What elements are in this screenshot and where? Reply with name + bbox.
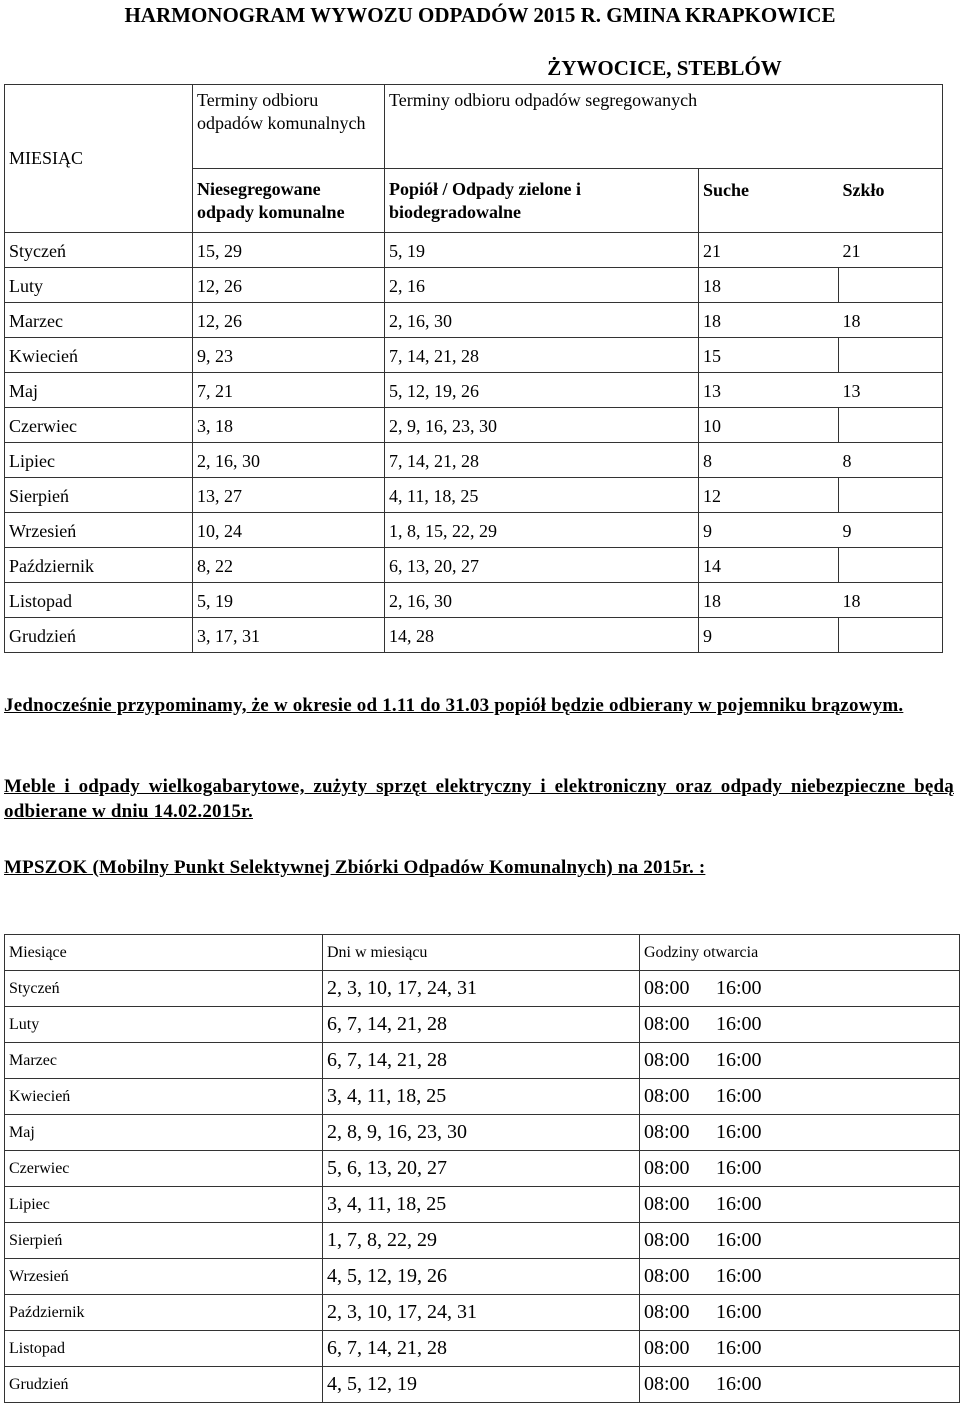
ash-dates-cell: 2, 16, 30: [385, 583, 699, 618]
dry-dates-cell: 12: [699, 478, 839, 513]
unsorted-dates-cell: 5, 19: [193, 583, 385, 618]
mpszok-days-cell: 2, 8, 9, 16, 23, 30: [323, 1115, 640, 1151]
unsorted-dates-cell: 15, 29: [193, 233, 385, 268]
mpszok-hours-cell: [640, 1367, 960, 1403]
mpszok-days-cell: 3, 4, 11, 18, 25: [323, 1079, 640, 1115]
mpszok-row: [5, 1007, 960, 1043]
schedule-row: [5, 408, 943, 443]
mpszok-month-cell: Styczeń: [5, 971, 323, 1007]
ash-dates-cell: 1, 8, 15, 22, 29: [385, 513, 699, 548]
mpszok-hours-cell: [640, 1187, 960, 1223]
glass-dates-cell: [839, 478, 943, 513]
schedule-row: [5, 478, 943, 513]
unsorted-dates-cell: 3, 18: [193, 408, 385, 443]
schedule-row: [5, 618, 943, 653]
open-time: 08:00: [644, 1121, 690, 1143]
mpszok-hours-cell: [640, 1151, 960, 1187]
ash-dates-cell: 4, 11, 18, 25: [385, 478, 699, 513]
mpszok-days-cell: 6, 7, 14, 21, 28: [323, 1331, 640, 1367]
mpszok-month-cell: Październik: [5, 1295, 323, 1331]
mpszok-month-cell: Maj: [5, 1115, 323, 1151]
ash-container-note: Jednocześnie przypominamy, że w okresie od 1.11 do 31.03 popiół będzie odbierany w pojemniku brązowym.: [4, 695, 904, 716]
close-time: 16:00: [716, 1049, 762, 1071]
mpszok-header-days: Dni w miesiącu: [323, 935, 640, 971]
ash-dates-cell: 7, 14, 21, 28: [385, 443, 699, 478]
glass-dates-cell: 18: [839, 303, 943, 338]
ash-dates-cell: 2, 16: [385, 268, 699, 303]
month-cell: Styczeń: [5, 233, 193, 268]
open-time: 08:00: [644, 1229, 690, 1251]
close-time: 16:00: [716, 1121, 762, 1143]
close-time: 16:00: [716, 1013, 762, 1035]
unsorted-dates-cell: 7, 21: [193, 373, 385, 408]
header-dry: Suche: [699, 169, 839, 233]
unsorted-dates-cell: 9, 23: [193, 338, 385, 373]
mpszok-month-cell: Grudzień: [5, 1367, 323, 1403]
unsorted-dates-cell: 12, 26: [193, 268, 385, 303]
unsorted-dates-cell: 10, 24: [193, 513, 385, 548]
bulky-waste-note: Meble i odpady wielkogabarytowe, zużyty sprzęt elektryczny i elektroniczny oraz odpady niebezpieczne będą odbierane w dniu 14.02.2015r.: [4, 776, 954, 822]
dry-dates-cell: 18: [699, 268, 839, 303]
unsorted-dates-cell: 12, 26: [193, 303, 385, 338]
dry-dates-cell: 9: [699, 513, 839, 548]
mpszok-row: [5, 1043, 960, 1079]
dry-dates-cell: 15: [699, 338, 839, 373]
mpszok-hours-cell: [640, 971, 960, 1007]
mpszok-days-cell: 4, 5, 12, 19, 26: [323, 1259, 640, 1295]
mpszok-days-cell: 2, 3, 10, 17, 24, 31: [323, 1295, 640, 1331]
open-time: 08:00: [644, 1337, 690, 1359]
dry-dates-cell: 13: [699, 373, 839, 408]
glass-dates-cell: 13: [839, 373, 943, 408]
mpszok-row: [5, 1367, 960, 1403]
open-time: 08:00: [644, 1301, 690, 1323]
ash-dates-cell: 2, 9, 16, 23, 30: [385, 408, 699, 443]
unsorted-dates-cell: 8, 22: [193, 548, 385, 583]
mpszok-days-cell: 6, 7, 14, 21, 28: [323, 1043, 640, 1079]
mpszok-days-cell: 2, 3, 10, 17, 24, 31: [323, 971, 640, 1007]
close-time: 16:00: [716, 1229, 762, 1251]
close-time: 16:00: [716, 1265, 762, 1287]
ash-dates-cell: 14, 28: [385, 618, 699, 653]
month-cell: Maj: [5, 373, 193, 408]
ash-dates-cell: 2, 16, 30: [385, 303, 699, 338]
close-time: 16:00: [716, 977, 762, 999]
area-subtitle: ŻYWOCICE, STEBLÓW: [547, 56, 782, 80]
month-cell: Październik: [5, 548, 193, 583]
mpszok-hours-cell: [640, 1259, 960, 1295]
mpszok-days-cell: 4, 5, 12, 19: [323, 1367, 640, 1403]
close-time: 16:00: [716, 1337, 762, 1359]
mpszok-row: [5, 971, 960, 1007]
mpszok-table: [4, 934, 960, 1403]
mpszok-row: [5, 1295, 960, 1331]
glass-dates-cell: [839, 338, 943, 373]
mpszok-month-cell: Marzec: [5, 1043, 323, 1079]
mpszok-header-hours: Godziny otwarcia: [640, 935, 960, 971]
month-cell: Marzec: [5, 303, 193, 338]
glass-dates-cell: [839, 268, 943, 303]
open-time: 08:00: [644, 1049, 690, 1071]
mpszok-row: [5, 1151, 960, 1187]
mpszok-row: [5, 1115, 960, 1151]
close-time: 16:00: [716, 1373, 762, 1395]
month-cell: Listopad: [5, 583, 193, 618]
glass-dates-cell: [839, 548, 943, 583]
glass-dates-cell: 8: [839, 443, 943, 478]
mpszok-hours-cell: [640, 1043, 960, 1079]
close-time: 16:00: [716, 1301, 762, 1323]
mpszok-row: [5, 1259, 960, 1295]
unsorted-dates-cell: 2, 16, 30: [193, 443, 385, 478]
schedule-row: [5, 303, 943, 338]
open-time: 08:00: [644, 1013, 690, 1035]
mpszok-days-cell: 5, 6, 13, 20, 27: [323, 1151, 640, 1187]
mpszok-hours-cell: [640, 1079, 960, 1115]
dry-dates-cell: 18: [699, 583, 839, 618]
mpszok-header-months: Miesiące: [5, 935, 323, 971]
glass-dates-cell: 9: [839, 513, 943, 548]
schedule-row: [5, 443, 943, 478]
dry-dates-cell: 9: [699, 618, 839, 653]
mpszok-row: [5, 1079, 960, 1115]
mpszok-days-cell: 6, 7, 14, 21, 28: [323, 1007, 640, 1043]
mpszok-month-cell: Listopad: [5, 1331, 323, 1367]
mpszok-days-cell: 3, 4, 11, 18, 25: [323, 1187, 640, 1223]
mpszok-days-cell: 1, 7, 8, 22, 29: [323, 1223, 640, 1259]
month-cell: Wrzesień: [5, 513, 193, 548]
mpszok-month-cell: Sierpień: [5, 1223, 323, 1259]
header-ash-green: Popiół / Odpady zielone i biodegradowalne: [385, 169, 699, 233]
month-cell: Lipiec: [5, 443, 193, 478]
mpszok-month-cell: Kwiecień: [5, 1079, 323, 1115]
open-time: 08:00: [644, 1373, 690, 1395]
ash-dates-cell: 5, 19: [385, 233, 699, 268]
mpszok-month-cell: Luty: [5, 1007, 323, 1043]
open-time: 08:00: [644, 1193, 690, 1215]
month-cell: Czerwiec: [5, 408, 193, 443]
schedule-row: [5, 513, 943, 548]
open-time: 08:00: [644, 1157, 690, 1179]
header-segregated-terms: Terminy odbioru odpadów segregowanych: [385, 85, 943, 169]
document-title: HARMONOGRAM WYWOZU ODPADÓW 2015 R. GMINA KRAPKOWICE: [124, 3, 836, 27]
schedule-row: [5, 233, 943, 268]
glass-dates-cell: 18: [839, 583, 943, 618]
schedule-row: [5, 373, 943, 408]
month-cell: Luty: [5, 268, 193, 303]
glass-dates-cell: [839, 618, 943, 653]
mpszok-heading: MPSZOK (Mobilny Punkt Selektywnej Zbiórki Odpadów Komunalnych) na 2015r. :: [4, 857, 706, 878]
mpszok-hours-cell: [640, 1295, 960, 1331]
close-time: 16:00: [716, 1085, 762, 1107]
header-communal-terms: Terminy odbioru odpadów komunalnych: [193, 85, 385, 169]
ash-dates-cell: 5, 12, 19, 26: [385, 373, 699, 408]
mpszok-hours-cell: [640, 1007, 960, 1043]
mpszok-row: [5, 1187, 960, 1223]
close-time: 16:00: [716, 1193, 762, 1215]
dry-dates-cell: 10: [699, 408, 839, 443]
schedule-row: [5, 548, 943, 583]
mpszok-month-cell: Lipiec: [5, 1187, 323, 1223]
glass-dates-cell: 21: [839, 233, 943, 268]
mpszok-hours-cell: [640, 1331, 960, 1367]
dry-dates-cell: 18: [699, 303, 839, 338]
unsorted-dates-cell: 13, 27: [193, 478, 385, 513]
mpszok-row: [5, 1331, 960, 1367]
dry-dates-cell: 8: [699, 443, 839, 478]
mpszok-hours-cell: [640, 1223, 960, 1259]
ash-dates-cell: 7, 14, 21, 28: [385, 338, 699, 373]
glass-dates-cell: [839, 408, 943, 443]
close-time: 16:00: [716, 1157, 762, 1179]
mpszok-month-cell: Czerwiec: [5, 1151, 323, 1187]
header-month: MIESIĄC: [5, 85, 193, 233]
open-time: 08:00: [644, 1265, 690, 1287]
schedule-row: [5, 583, 943, 618]
schedule-row: [5, 338, 943, 373]
header-glass: Szkło: [839, 169, 943, 233]
open-time: 08:00: [644, 977, 690, 999]
mpszok-month-cell: Wrzesień: [5, 1259, 323, 1295]
schedule-row: [5, 268, 943, 303]
mpszok-row: [5, 1223, 960, 1259]
unsorted-dates-cell: 3, 17, 31: [193, 618, 385, 653]
dry-dates-cell: 14: [699, 548, 839, 583]
month-cell: Kwiecień: [5, 338, 193, 373]
header-unsorted: Niesegregowane odpady komunalne: [193, 169, 385, 233]
open-time: 08:00: [644, 1085, 690, 1107]
dry-dates-cell: 21: [699, 233, 839, 268]
month-cell: Sierpień: [5, 478, 193, 513]
ash-dates-cell: 6, 13, 20, 27: [385, 548, 699, 583]
month-cell: Grudzień: [5, 618, 193, 653]
mpszok-hours-cell: [640, 1115, 960, 1151]
collection-schedule-table: [4, 84, 943, 653]
